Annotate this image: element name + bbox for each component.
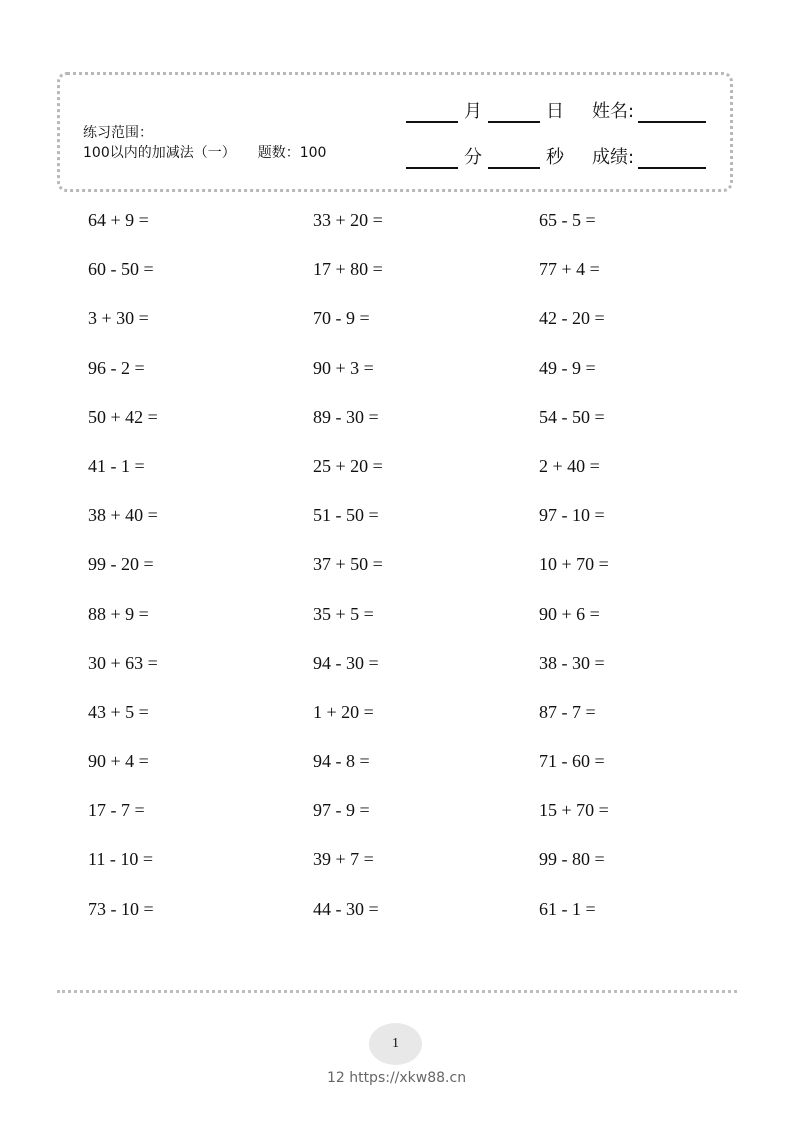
question-count: 题数：100 bbox=[257, 145, 327, 161]
problem-item: 41 - 1 = bbox=[88, 455, 145, 476]
problem-row bbox=[88, 690, 688, 739]
date-name-row bbox=[406, 97, 722, 123]
second-label: 秒 bbox=[546, 147, 564, 168]
problem-row bbox=[88, 444, 688, 493]
problem-item: 73 - 10 = bbox=[88, 898, 154, 919]
problem-item: 65 - 5 = bbox=[539, 210, 596, 230]
month-label: 月 bbox=[464, 101, 482, 122]
problem-item: 35 + 5 = bbox=[313, 603, 374, 624]
day-label: 日 bbox=[546, 101, 564, 122]
score-blank[interactable] bbox=[638, 145, 706, 169]
problem-item: 49 - 9 = bbox=[539, 357, 596, 378]
problem-item: 94 - 30 = bbox=[313, 652, 379, 673]
problem-row bbox=[88, 296, 688, 345]
problem-item: 37 + 50 = bbox=[313, 554, 383, 575]
student-fields bbox=[406, 97, 722, 189]
minute-label: 分 bbox=[464, 147, 482, 168]
name-label: 姓名: bbox=[592, 101, 635, 122]
problem-item: 61 - 1 = bbox=[539, 898, 596, 919]
problem-item: 90 + 4 = bbox=[88, 751, 149, 772]
problem-item: 38 - 30 = bbox=[539, 652, 605, 673]
practice-info bbox=[83, 123, 326, 163]
problem-item: 99 - 80 = bbox=[539, 849, 605, 870]
problem-item: 89 - 30 = bbox=[313, 406, 379, 427]
problem-item: 96 - 2 = bbox=[88, 357, 145, 378]
problem-item: 64 + 9 = bbox=[88, 210, 149, 230]
problem-item: 97 - 10 = bbox=[539, 505, 605, 526]
problem-row bbox=[88, 198, 688, 247]
problem-row bbox=[88, 493, 688, 542]
problem-item: 3 + 30 = bbox=[88, 308, 149, 329]
problem-row bbox=[88, 247, 688, 296]
problem-row bbox=[88, 542, 688, 591]
second-blank[interactable] bbox=[488, 145, 540, 169]
worksheet-header bbox=[57, 72, 733, 192]
problem-item: 99 - 20 = bbox=[88, 554, 154, 575]
problem-row bbox=[88, 837, 688, 886]
problem-item: 54 - 50 = bbox=[539, 406, 605, 427]
problem-item: 43 + 5 = bbox=[88, 701, 149, 722]
problem-item: 25 + 20 = bbox=[313, 455, 383, 476]
problem-row bbox=[88, 739, 688, 788]
day-blank[interactable] bbox=[488, 99, 540, 123]
problem-item: 17 + 80 = bbox=[313, 259, 383, 280]
minute-blank[interactable] bbox=[406, 145, 458, 169]
name-blank[interactable] bbox=[638, 99, 706, 123]
problem-item: 60 - 50 = bbox=[88, 259, 154, 280]
problem-item: 38 + 40 = bbox=[88, 505, 158, 526]
practice-range-label: 练习范围： bbox=[83, 125, 153, 141]
problem-item: 90 + 3 = bbox=[313, 357, 374, 378]
problem-item: 39 + 7 = bbox=[313, 849, 374, 870]
time-score-row bbox=[406, 143, 722, 169]
problem-row bbox=[88, 887, 688, 936]
score-label: 成绩: bbox=[592, 147, 635, 168]
problem-item: 33 + 20 = bbox=[313, 210, 383, 230]
problem-item: 88 + 9 = bbox=[88, 603, 149, 624]
problem-item: 17 - 7 = bbox=[88, 800, 145, 821]
problem-item: 42 - 20 = bbox=[539, 308, 605, 329]
problem-item: 94 - 8 = bbox=[313, 751, 370, 772]
problem-row bbox=[88, 641, 688, 690]
problem-item: 97 - 9 = bbox=[313, 800, 370, 821]
problem-item: 2 + 40 = bbox=[539, 455, 600, 476]
problem-item: 70 - 9 = bbox=[313, 308, 370, 329]
month-blank[interactable] bbox=[406, 99, 458, 123]
problem-row bbox=[88, 346, 688, 395]
problem-item: 50 + 42 = bbox=[88, 406, 158, 427]
problem-row bbox=[88, 592, 688, 641]
problem-row bbox=[88, 788, 688, 837]
problem-item: 87 - 7 = bbox=[539, 701, 596, 722]
problem-item: 44 - 30 = bbox=[313, 898, 379, 919]
topic-label: 100以内的加减法（一） bbox=[83, 145, 236, 161]
problem-row bbox=[88, 395, 688, 444]
footer-divider bbox=[57, 990, 737, 993]
problem-item: 11 - 10 = bbox=[88, 849, 153, 870]
problem-item: 71 - 60 = bbox=[539, 751, 605, 772]
page-number: 1 bbox=[392, 1036, 399, 1051]
page-number-badge bbox=[369, 1023, 422, 1065]
problem-item: 77 + 4 = bbox=[539, 259, 600, 280]
watermark-text: 12 https://xkw88.cn bbox=[326, 1070, 467, 1086]
problem-grid bbox=[88, 198, 688, 936]
problem-item: 1 + 20 = bbox=[313, 701, 374, 722]
problem-item: 51 - 50 = bbox=[313, 505, 379, 526]
problem-item: 90 + 6 = bbox=[539, 603, 600, 624]
problem-item: 10 + 70 = bbox=[539, 554, 609, 575]
problem-item: 30 + 63 = bbox=[88, 652, 158, 673]
problem-item: 15 + 70 = bbox=[539, 800, 609, 821]
